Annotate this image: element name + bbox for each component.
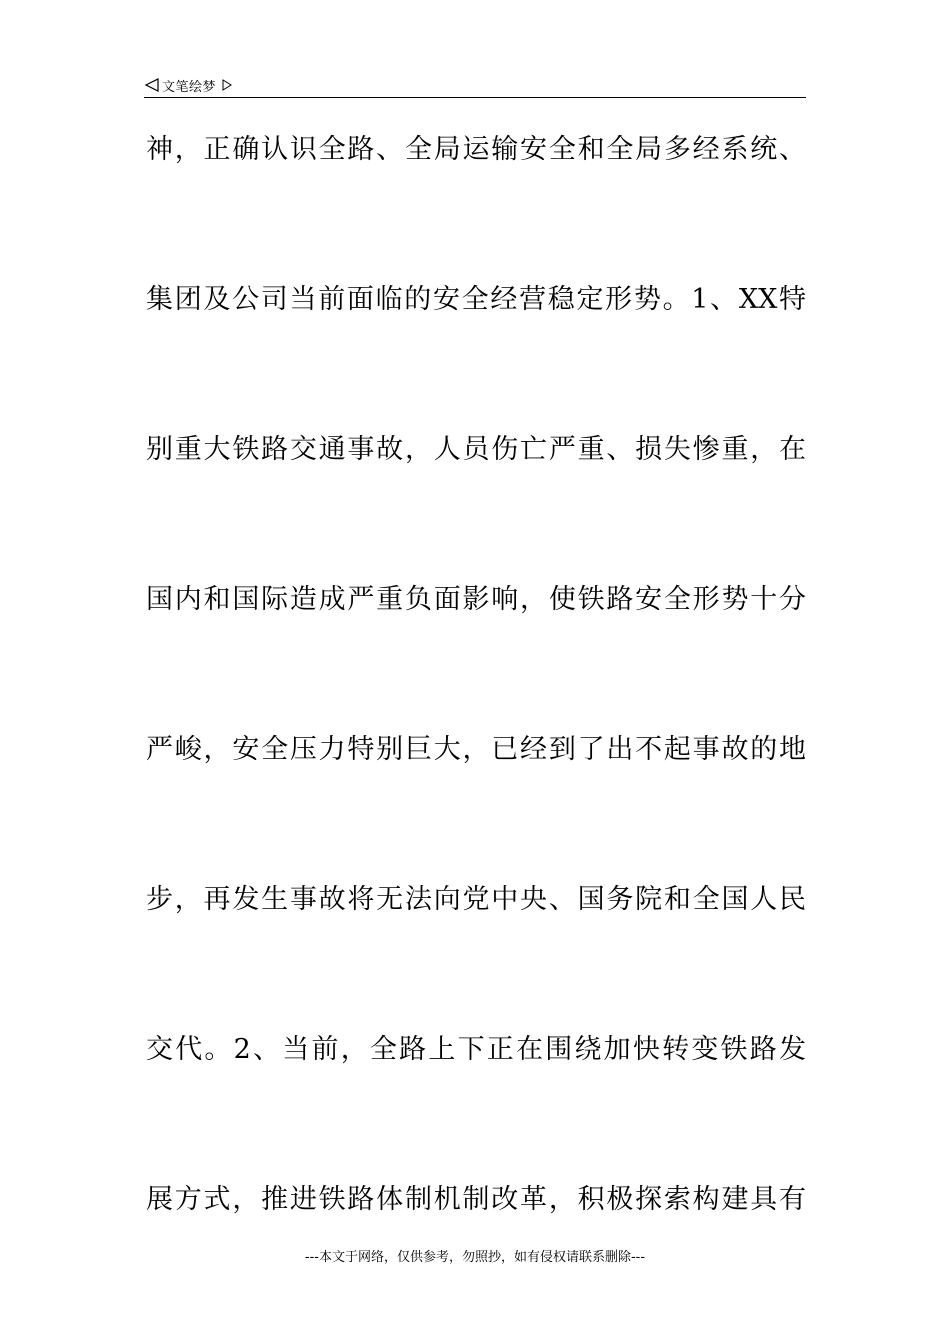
triangle-right-icon xyxy=(222,79,232,91)
body-line: 交代。2、当前，全路上下正在围绕加快转变铁路发 xyxy=(146,1034,806,1065)
body-line: 步，再发生事故将无法向党中央、国务院和全国人民 xyxy=(146,884,806,915)
header-brand: 文笔绘梦 xyxy=(162,79,217,95)
triangle-left-icon xyxy=(144,77,160,93)
page-header xyxy=(144,74,232,96)
body-line: 国内和国际造成严重负面影响，使铁路安全形势十分 xyxy=(146,584,806,615)
body-line: 神，正确认识全路、全局运输安全和全局多经系统、 xyxy=(146,134,806,165)
header-divider xyxy=(144,97,806,98)
body-line: 展方式，推进铁路体制机制改革，积极探索构建具有 xyxy=(146,1184,806,1215)
page-footer: ---本文于网络，仅供参考，勿照抄，如有侵权请联系删除--- xyxy=(304,1250,646,1265)
body-line: 严峻，安全压力特别巨大，已经到了出不起事故的地 xyxy=(146,734,806,765)
body-line: 集团及公司当前面临的安全经营稳定形势。1、XX特 xyxy=(146,284,806,315)
body-line: 别重大铁路交通事故，人员伤亡严重、损失惨重，在 xyxy=(146,434,806,465)
